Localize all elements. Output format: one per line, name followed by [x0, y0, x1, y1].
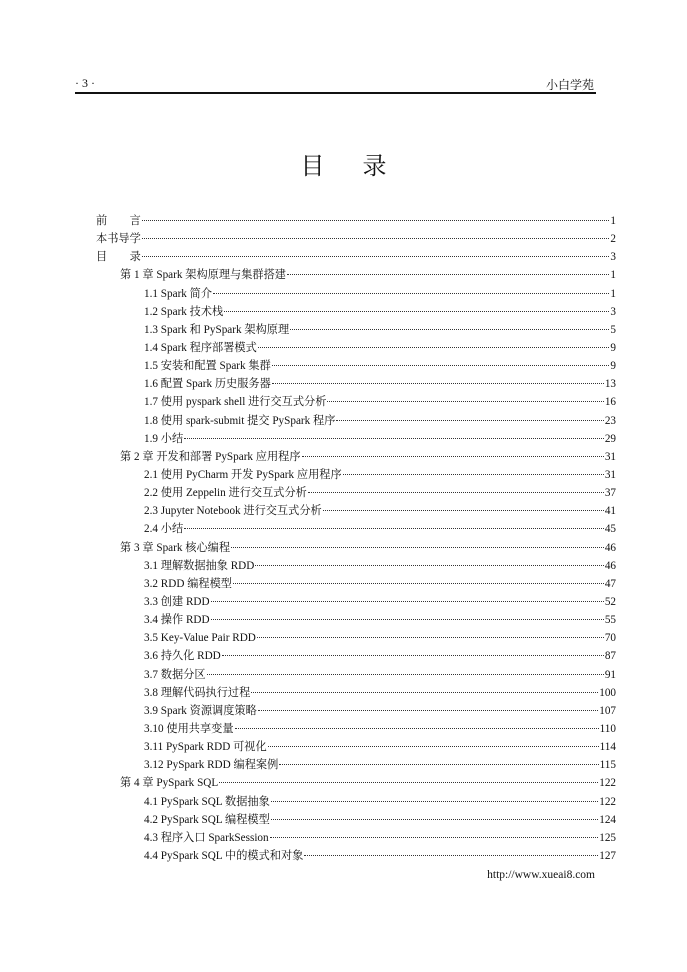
- toc-entry-page: 37: [604, 487, 616, 500]
- toc-entry-title: 3.3 创建 RDD: [144, 595, 210, 608]
- toc-leader-dots: [255, 564, 603, 566]
- toc-leader-dots: [271, 818, 598, 820]
- toc-entry-page: 45: [604, 523, 616, 536]
- toc-entry-page: 127: [599, 849, 616, 862]
- toc-entry-title: 3.12 PySpark RDD 编程案例: [144, 759, 279, 772]
- footer-url: http://www.xueai8.com: [487, 869, 595, 881]
- toc-leader-dots: [142, 219, 610, 221]
- toc-entry[interactable]: [96, 539, 616, 557]
- toc-entry-page: 3: [610, 305, 616, 318]
- toc-entry-title: 1.3 Spark 和 PySpark 架构原理: [144, 323, 290, 336]
- toc-entry-page: 91: [604, 668, 616, 681]
- toc-leader-dots: [211, 600, 604, 602]
- toc-leader-dots: [258, 709, 598, 711]
- page-header: [75, 74, 596, 94]
- toc-entry[interactable]: [96, 847, 616, 865]
- toc-entry[interactable]: [96, 684, 616, 702]
- toc-leader-dots: [235, 727, 599, 729]
- toc-entry[interactable]: [96, 357, 616, 375]
- toc-entry-page: 122: [599, 795, 616, 808]
- toc-entry[interactable]: [96, 484, 616, 502]
- toc-leader-dots: [184, 437, 604, 439]
- title-char-right: 录: [362, 154, 387, 180]
- toc-entry[interactable]: [96, 575, 616, 593]
- toc-entry-page: 46: [604, 559, 616, 572]
- toc-leader-dots: [272, 382, 604, 384]
- toc-entry-title: 3.1 理解数据抽象 RDD: [144, 559, 255, 572]
- toc-entry-page: 9: [610, 360, 616, 373]
- toc-leader-dots: [207, 673, 604, 675]
- toc-entry-page: 47: [604, 577, 616, 590]
- toc-leader-dots: [270, 836, 599, 838]
- toc-entry-page: 55: [604, 614, 616, 627]
- toc-entry-page: 87: [604, 650, 616, 663]
- toc-entry-page: 29: [604, 432, 616, 445]
- toc-entry[interactable]: [96, 702, 616, 720]
- toc-entry[interactable]: [96, 738, 616, 756]
- toc-entry[interactable]: [96, 774, 616, 792]
- toc-entry-page: 31: [604, 468, 616, 481]
- toc-entry-page: 41: [604, 505, 616, 518]
- toc-entry-title: 2.1 使用 PyCharm 开发 PySpark 应用程序: [144, 468, 342, 481]
- toc-entry-page: 115: [599, 759, 616, 772]
- toc-entry-page: 46: [604, 541, 616, 554]
- toc-entry[interactable]: [96, 230, 616, 248]
- toc-entry-page: 3: [610, 251, 616, 264]
- toc-leader-dots: [343, 473, 604, 475]
- toc-entry-title: 第 1 章 Spark 架构原理与集群搭建: [120, 269, 286, 282]
- toc-entry-title: 前 言: [96, 215, 141, 227]
- toc-entry[interactable]: [96, 266, 616, 284]
- toc-entry-title: 1.9 小结: [144, 432, 184, 445]
- toc-entry[interactable]: [96, 375, 616, 393]
- toc-entry-title: 第 3 章 Spark 核心编程: [120, 541, 231, 554]
- toc-leader-dots: [224, 310, 609, 312]
- toc-entry-title: 3.2 RDD 编程模型: [144, 577, 232, 590]
- toc-entry-page: 1: [610, 287, 616, 300]
- toc-entry[interactable]: [96, 321, 616, 339]
- toc-entry-page: 2: [610, 233, 616, 246]
- toc-entry[interactable]: [96, 520, 616, 538]
- toc-leader-dots: [184, 527, 604, 529]
- toc-entry-title: 2.4 小结: [144, 523, 184, 536]
- toc-entry[interactable]: [96, 285, 616, 303]
- toc-leader-dots: [222, 654, 604, 656]
- toc-entry-title: 1.7 使用 pyspark shell 进行交互式分析: [144, 396, 327, 409]
- toc-entry-title: 3.9 Spark 资源调度策略: [144, 704, 257, 717]
- toc-leader-dots: [272, 364, 610, 366]
- toc-entry-title: 4.3 程序入口 SparkSession: [144, 831, 269, 844]
- header-brand: 小白学苑: [545, 78, 594, 92]
- toc-entry-page: 16: [604, 396, 616, 409]
- toc-leader-dots: [290, 328, 609, 330]
- toc-entry-title: 2.2 使用 Zeppelin 进行交互式分析: [144, 487, 307, 500]
- toc-leader-dots: [271, 800, 598, 802]
- toc-entry-title: 1.8 使用 spark-submit 提交 PySpark 程序: [144, 414, 336, 427]
- toc-leader-dots: [268, 745, 599, 747]
- toc-entry-page: 1: [610, 269, 616, 282]
- toc-entry-title: 4.2 PySpark SQL 编程模型: [144, 813, 270, 826]
- toc-leader-dots: [219, 781, 598, 783]
- toc-entry[interactable]: [96, 303, 616, 321]
- toc-leader-dots: [258, 346, 610, 348]
- toc-leader-dots: [211, 618, 604, 620]
- toc-entry[interactable]: [96, 393, 616, 411]
- toc-leader-dots: [304, 854, 598, 856]
- toc-leader-dots: [302, 455, 604, 457]
- toc-leader-dots: [257, 636, 604, 638]
- toc-entry-page: 9: [610, 341, 616, 354]
- toc-entry[interactable]: [96, 593, 616, 611]
- table-of-contents: [96, 212, 616, 865]
- toc-entry-page: 5: [610, 323, 616, 336]
- toc-entry-title: 2.3 Jupyter Notebook 进行交互式分析: [144, 505, 322, 518]
- toc-entry-page: 100: [599, 686, 616, 699]
- toc-entry-title: 3.4 操作 RDD: [144, 614, 210, 627]
- toc-leader-dots: [327, 400, 603, 402]
- toc-entry[interactable]: [96, 611, 616, 629]
- toc-entry-page: 23: [604, 414, 616, 427]
- toc-entry-page: 114: [599, 741, 616, 754]
- toc-entry-title: 3.6 持久化 RDD: [144, 650, 221, 663]
- toc-entry-title: 3.8 理解代码执行过程: [144, 686, 251, 699]
- toc-entry-page: 52: [604, 595, 616, 608]
- toc-entry[interactable]: [96, 811, 616, 829]
- toc-entry[interactable]: [96, 557, 616, 575]
- toc-entry[interactable]: [96, 756, 616, 774]
- toc-entry-title: 3.5 Key-Value Pair RDD: [144, 632, 256, 645]
- toc-entry-title: 4.4 PySpark SQL 中的模式和对象: [144, 849, 304, 862]
- toc-entry-title: 4.1 PySpark SQL 数据抽象: [144, 795, 270, 808]
- toc-leader-dots: [308, 491, 604, 493]
- toc-entry[interactable]: [96, 793, 616, 811]
- toc-entry-title: 1.2 Spark 技术栈: [144, 305, 224, 318]
- page-title: [0, 146, 687, 181]
- toc-entry[interactable]: [96, 448, 616, 466]
- toc-entry-page: 110: [599, 722, 616, 735]
- toc-entry[interactable]: [96, 248, 616, 266]
- toc-entry[interactable]: [96, 829, 616, 847]
- toc-entry-title: 第 4 章 PySpark SQL: [120, 777, 219, 790]
- toc-leader-dots: [233, 582, 604, 584]
- toc-entry-page: 13: [604, 378, 616, 391]
- toc-entry-title: 1.5 安装和配置 Spark 集群: [144, 360, 271, 373]
- title-char-left: 目: [300, 154, 325, 180]
- toc-leader-dots: [323, 509, 604, 511]
- toc-entry[interactable]: [96, 502, 616, 520]
- toc-entry-title: 1.1 Spark 简介: [144, 287, 213, 300]
- toc-leader-dots: [287, 273, 609, 275]
- toc-entry-page: 122: [599, 777, 616, 790]
- toc-entry[interactable]: [96, 647, 616, 665]
- toc-entry-title: 3.10 使用共享变量: [144, 722, 234, 735]
- toc-entry-page: 31: [604, 450, 616, 463]
- toc-entry-page: 1: [610, 215, 616, 227]
- toc-entry[interactable]: [96, 666, 616, 684]
- toc-leader-dots: [336, 419, 603, 421]
- toc-leader-dots: [213, 292, 609, 294]
- toc-entry[interactable]: [96, 212, 616, 230]
- page-number-marker: · 3 ·: [75, 76, 95, 90]
- toc-entry-title: 3.11 PySpark RDD 可视化: [144, 741, 267, 754]
- toc-leader-dots: [231, 546, 604, 548]
- toc-entry-title: 3.7 数据分区: [144, 668, 206, 681]
- toc-leader-dots: [142, 255, 610, 257]
- toc-leader-dots: [251, 691, 598, 693]
- toc-entry[interactable]: [96, 430, 616, 448]
- toc-entry[interactable]: [96, 412, 616, 430]
- toc-entry[interactable]: [96, 466, 616, 484]
- toc-entry-page: 70: [604, 632, 616, 645]
- toc-entry-title: 目 录: [96, 251, 141, 264]
- toc-entry-title: 1.6 配置 Spark 历史服务器: [144, 378, 271, 391]
- toc-entry-title: 第 2 章 开发和部署 PySpark 应用程序: [120, 450, 301, 463]
- toc-entry-title: 本书导学: [96, 233, 141, 246]
- toc-entry[interactable]: [96, 339, 616, 357]
- toc-entry[interactable]: [96, 629, 616, 647]
- toc-entry-page: 125: [599, 831, 616, 844]
- toc-leader-dots: [142, 237, 610, 239]
- toc-entry[interactable]: [96, 720, 616, 738]
- toc-leader-dots: [279, 763, 598, 765]
- toc-entry-page: 107: [599, 704, 616, 717]
- toc-entry-title: 1.4 Spark 程序部署模式: [144, 341, 257, 354]
- toc-entry-page: 124: [599, 813, 616, 826]
